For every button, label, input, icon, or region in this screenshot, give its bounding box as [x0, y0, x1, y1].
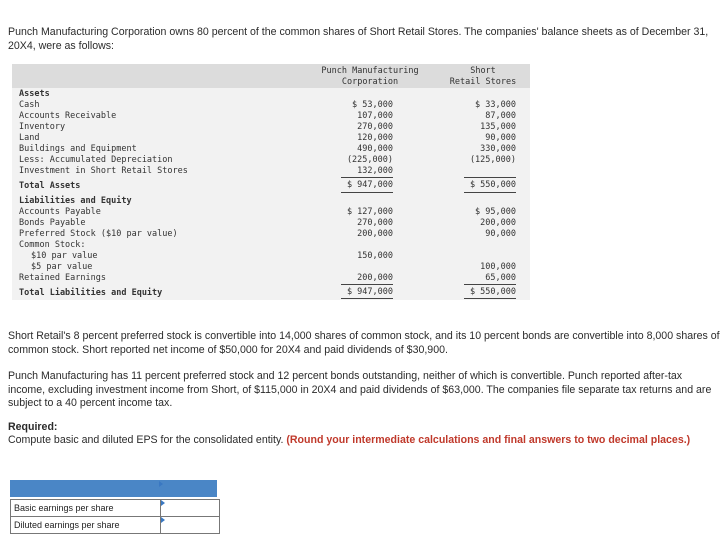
- punch-total-liabilities-equity: $ 947,000: [346, 287, 393, 297]
- punch-total-assets: $ 947,000: [346, 180, 393, 190]
- balance-sheet-table: [12, 64, 530, 300]
- short-preferred-stock: 90,000: [485, 229, 516, 239]
- row-label-cash: Cash: [19, 100, 40, 110]
- punch-retained-rule: [341, 284, 393, 285]
- required-heading: Required:: [8, 421, 58, 433]
- answer-table-header: [10, 480, 217, 497]
- punch-subtotal-rule: [341, 177, 393, 178]
- row-label-depreciation: Less: Accumulated Depreciation: [19, 155, 173, 165]
- column-header-short: [436, 66, 530, 88]
- column-header-short-line2: Retail Stores: [449, 77, 517, 87]
- row-label-common-stock: Common Stock:: [19, 240, 86, 250]
- short-depreciation: (125,000): [469, 155, 516, 165]
- punch-retained-earnings: 200,000: [357, 273, 393, 283]
- short-total-le-rule: [464, 298, 516, 299]
- punch-investment: 132,000: [357, 166, 393, 176]
- punch-accounts-receivable: 107,000: [357, 111, 393, 121]
- punch-par10: 150,000: [357, 251, 393, 261]
- row-label-par5: $5 par value: [31, 262, 93, 272]
- short-accounts-payable: $ 95,000: [475, 207, 516, 217]
- punch-accounts-payable: $ 127,000: [346, 207, 393, 217]
- row-label-investment: Investment in Short Retail Stores: [19, 166, 188, 176]
- required-text: Compute basic and diluted EPS for the consolidated entity.: [8, 434, 287, 446]
- punch-total-assets-rule: [341, 192, 393, 193]
- short-buildings: 330,000: [480, 144, 516, 154]
- row-label-par10: $10 par value: [31, 251, 98, 261]
- short-retained-rule: [464, 284, 516, 285]
- short-total-assets: $ 550,000: [469, 180, 516, 190]
- row-label-inventory: Inventory: [19, 122, 66, 132]
- balance-sheet-header: [12, 64, 530, 88]
- punch-depreciation: (225,000): [346, 155, 393, 165]
- row-label-buildings: Buildings and Equipment: [19, 144, 137, 154]
- short-bonds-payable: 200,000: [480, 218, 516, 228]
- answer-header-marker-icon: [159, 481, 163, 487]
- column-header-punch-line1: Punch Manufacturing: [321, 66, 419, 76]
- rounding-note: (Round your intermediate calculations and final answers to two decimal places.): [286, 434, 691, 446]
- short-total-liabilities-equity: $ 550,000: [469, 287, 516, 297]
- row-label-accounts-receivable: Accounts Receivable: [19, 111, 117, 121]
- punch-preferred-stock: 200,000: [357, 229, 393, 239]
- short-retained-earnings: 65,000: [485, 273, 516, 283]
- short-subtotal-rule: [464, 177, 516, 178]
- column-header-punch: [304, 66, 436, 88]
- punch-income-paragraph: Punch Manufacturing has 11 percent preferred stock and 12 percent bonds outstanding, neither of which is convertible. Punch reported after-tax income, excluding investment income from Short, of $115,000 in 20X4 and paid dividends of $63,000. The companies file separate tax returns and are subject to a 40 percent income tax.: [8, 370, 712, 409]
- diluted-eps-label: Diluted earnings per share: [10, 516, 163, 534]
- basic-eps-input[interactable]: [160, 499, 220, 517]
- convertible-paragraph: Short Retail's 8 percent preferred stock is convertible into 14,000 shares of common stock, and its 10 percent bonds are convertible into 8,000 shares of common stock. Short reported net income of $50,000 for 20X4 and paid dividends of $30,900.: [8, 330, 720, 356]
- punch-cash: $ 53,000: [352, 100, 393, 110]
- short-par5: 100,000: [480, 262, 516, 272]
- row-label-land: Land: [19, 133, 40, 143]
- required-instructions: [8, 434, 720, 448]
- row-label-preferred-stock: Preferred Stock ($10 par value): [19, 229, 178, 239]
- short-cash: $ 33,000: [475, 100, 516, 110]
- short-inventory: 135,000: [480, 122, 516, 132]
- intro-paragraph: Punch Manufacturing Corporation owns 80 percent of the common shares of Short Retail Stores. The companies' balance sheets as of December 31, 20X4, were as follows:: [8, 26, 709, 52]
- punch-land: 120,000: [357, 133, 393, 143]
- assets-heading: Assets: [19, 89, 50, 99]
- row-label-total-assets: Total Assets: [19, 181, 81, 191]
- short-accounts-receivable: 87,000: [485, 111, 516, 121]
- punch-inventory: 270,000: [357, 122, 393, 132]
- punch-buildings: 490,000: [357, 144, 393, 154]
- punch-total-le-rule: [341, 298, 393, 299]
- row-label-retained-earnings: Retained Earnings: [19, 273, 106, 283]
- column-header-short-line1: Short: [470, 66, 496, 76]
- short-land: 90,000: [485, 133, 516, 143]
- row-label-total-liabilities-equity: Total Liabilities and Equity: [19, 288, 163, 298]
- row-label-accounts-payable: Accounts Payable: [19, 207, 101, 217]
- diluted-eps-marker-icon: [161, 517, 165, 523]
- basic-eps-label: Basic earnings per share: [10, 499, 163, 517]
- short-total-assets-rule: [464, 192, 516, 193]
- row-label-bonds-payable: Bonds Payable: [19, 218, 86, 228]
- column-header-punch-line2: Corporation: [341, 77, 399, 87]
- basic-eps-marker-icon: [161, 500, 165, 506]
- answer-table: [10, 480, 217, 533]
- liabilities-heading: Liabilities and Equity: [19, 196, 132, 206]
- punch-bonds-payable: 270,000: [357, 218, 393, 228]
- diluted-eps-input[interactable]: [160, 516, 220, 534]
